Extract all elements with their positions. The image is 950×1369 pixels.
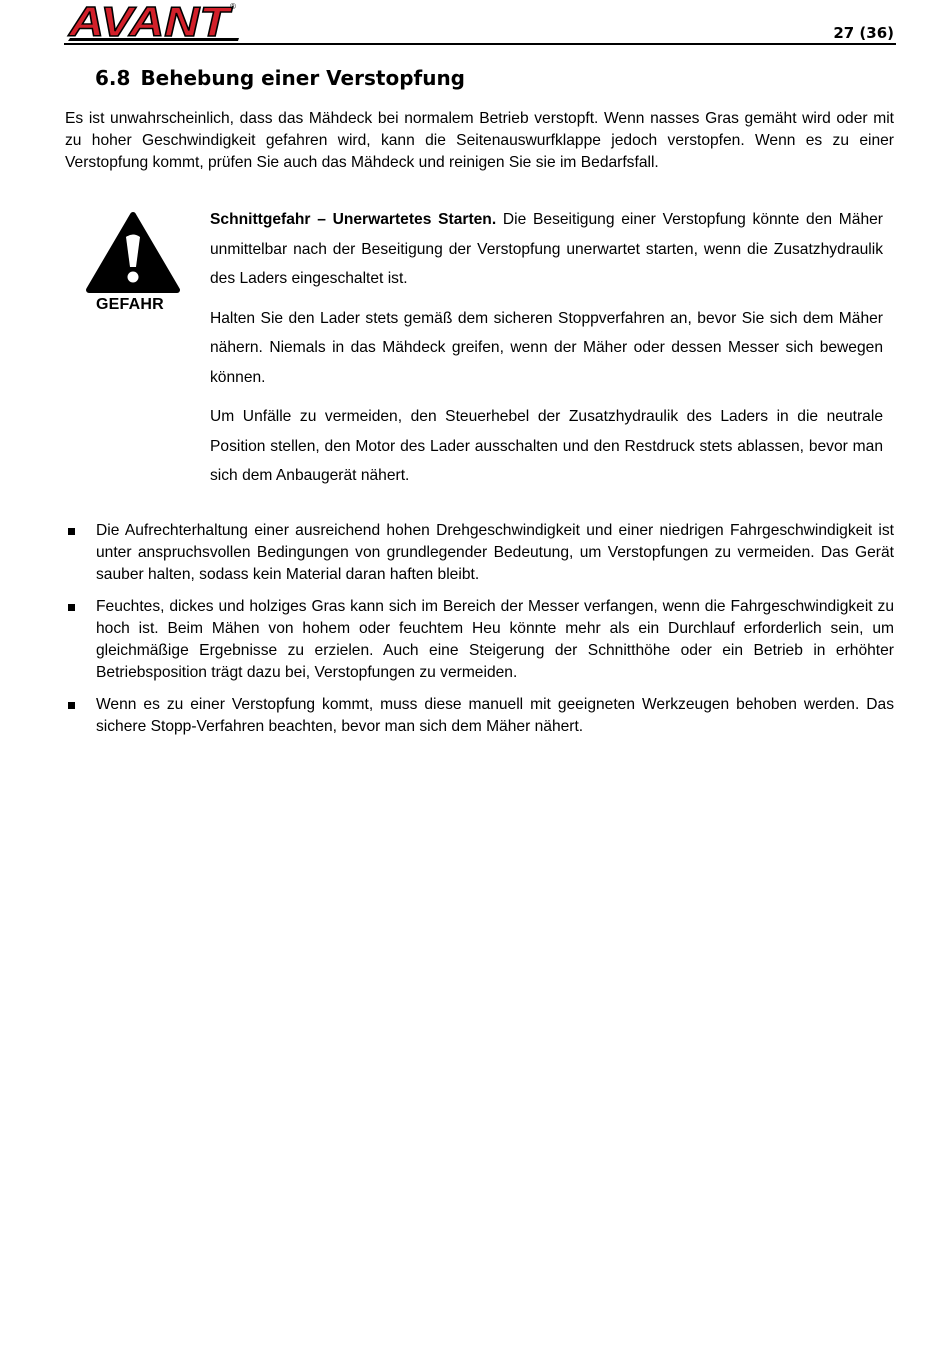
- page-number: 27 (36): [833, 24, 894, 42]
- bullet-text: Feuchtes, dickes und holziges Gras kann sich im Bereich der Messer verfangen, wenn die Fahrgeschwindigkeit zu hoch ist. Beim Mähen von hohem oder feuchtem Heu könnte mehr als ein Durchlauf erforderlich sein, um gleichmäßige Ergebnisse zu erzielen. Auch eine Steigerung der Schnitthöhe oder ein Betrieb in erhöhter Betriebsposition trägt dazu bei, Verstopfungen zu vermeiden.: [96, 598, 894, 681]
- danger-paragraph-3: Um Unfälle zu vermeiden, den Steuerhebel der Zusatzhydraulik des Laders in die neutrale Position stellen, den Motor des Lader ausschalten und den Restdruck stets ablassen, bevor man sich dem Anbaugerät nähert.: [210, 408, 883, 484]
- svg-text:AVANT: AVANT: [67, 0, 233, 42]
- bullet-square-icon: [68, 528, 75, 535]
- section-heading: [95, 66, 465, 90]
- danger-label: GEFAHR: [96, 296, 164, 313]
- bullet-text: Wenn es zu einer Verstopfung kommt, muss diese manuell mit geeigneten Werkzeugen behoben werden. Das sichere Stopp-Verfahren beachten, bevor man sich dem Mäher nähert.: [96, 696, 894, 735]
- bullet-square-icon: [68, 604, 75, 611]
- bullet-item: [65, 694, 894, 738]
- danger-paragraph-2: Halten Sie den Lader stets gemäß dem sicheren Stoppverfahren an, bevor Sie sich dem Mäher nähern. Niemals in das Mähdeck greifen, wenn der Mäher oder dessen Messer sich bewegen können.: [210, 309, 883, 386]
- danger-paragraph-1: [210, 205, 883, 294]
- danger-notice: [210, 205, 883, 501]
- bullet-square-icon: [68, 702, 75, 709]
- bullet-item: [65, 520, 894, 586]
- bullet-item: [65, 596, 894, 684]
- bullet-list: [65, 520, 894, 748]
- section-number: 6.8: [95, 66, 131, 90]
- intro-paragraph: Es ist unwahrscheinlich, dass das Mähdeck bei normalem Betrieb verstopft. Wenn nasses Gras gemäht wird oder mit zu hoher Geschwindigkeit gefahren wird, kann die Seitenauswurfklappe jedoch verstopfen. Wenn es zu einer Verstopfung kommt, prüfen Sie auch das Mähdeck und reinigen Sie sie im Bedarfsfall.: [65, 110, 894, 171]
- danger-lead: Schnittgefahr – Unerwartetes Starten.: [210, 211, 497, 228]
- danger-text-1: Die Beseitigung einer Verstopfung könnte den Mäher unmittelbar nach der Beseitigung der Verstopfung unerwartet starten, wenn die Zusatzhydraulik des Laders eingeschaltet ist.: [210, 211, 883, 287]
- header-divider: [64, 43, 896, 45]
- svg-text:®: ®: [230, 2, 236, 11]
- page-header: [64, 0, 896, 46]
- warning-triangle-icon: [86, 211, 180, 295]
- section-title: Behebung einer Verstopfung: [140, 66, 465, 90]
- avant-logo: [64, 0, 239, 42]
- bullet-text: Die Aufrechterhaltung einer ausreichend hohen Drehgeschwindigkeit und einer niedrigen Fahrgeschwindigkeit ist unter anspruchsvollen Bedingungen von grundlegender Bedeutung, um Verstopfungen zu vermeiden. Das Gerät sauber halten, sodass kein Material daran haften bleibt.: [96, 522, 894, 583]
